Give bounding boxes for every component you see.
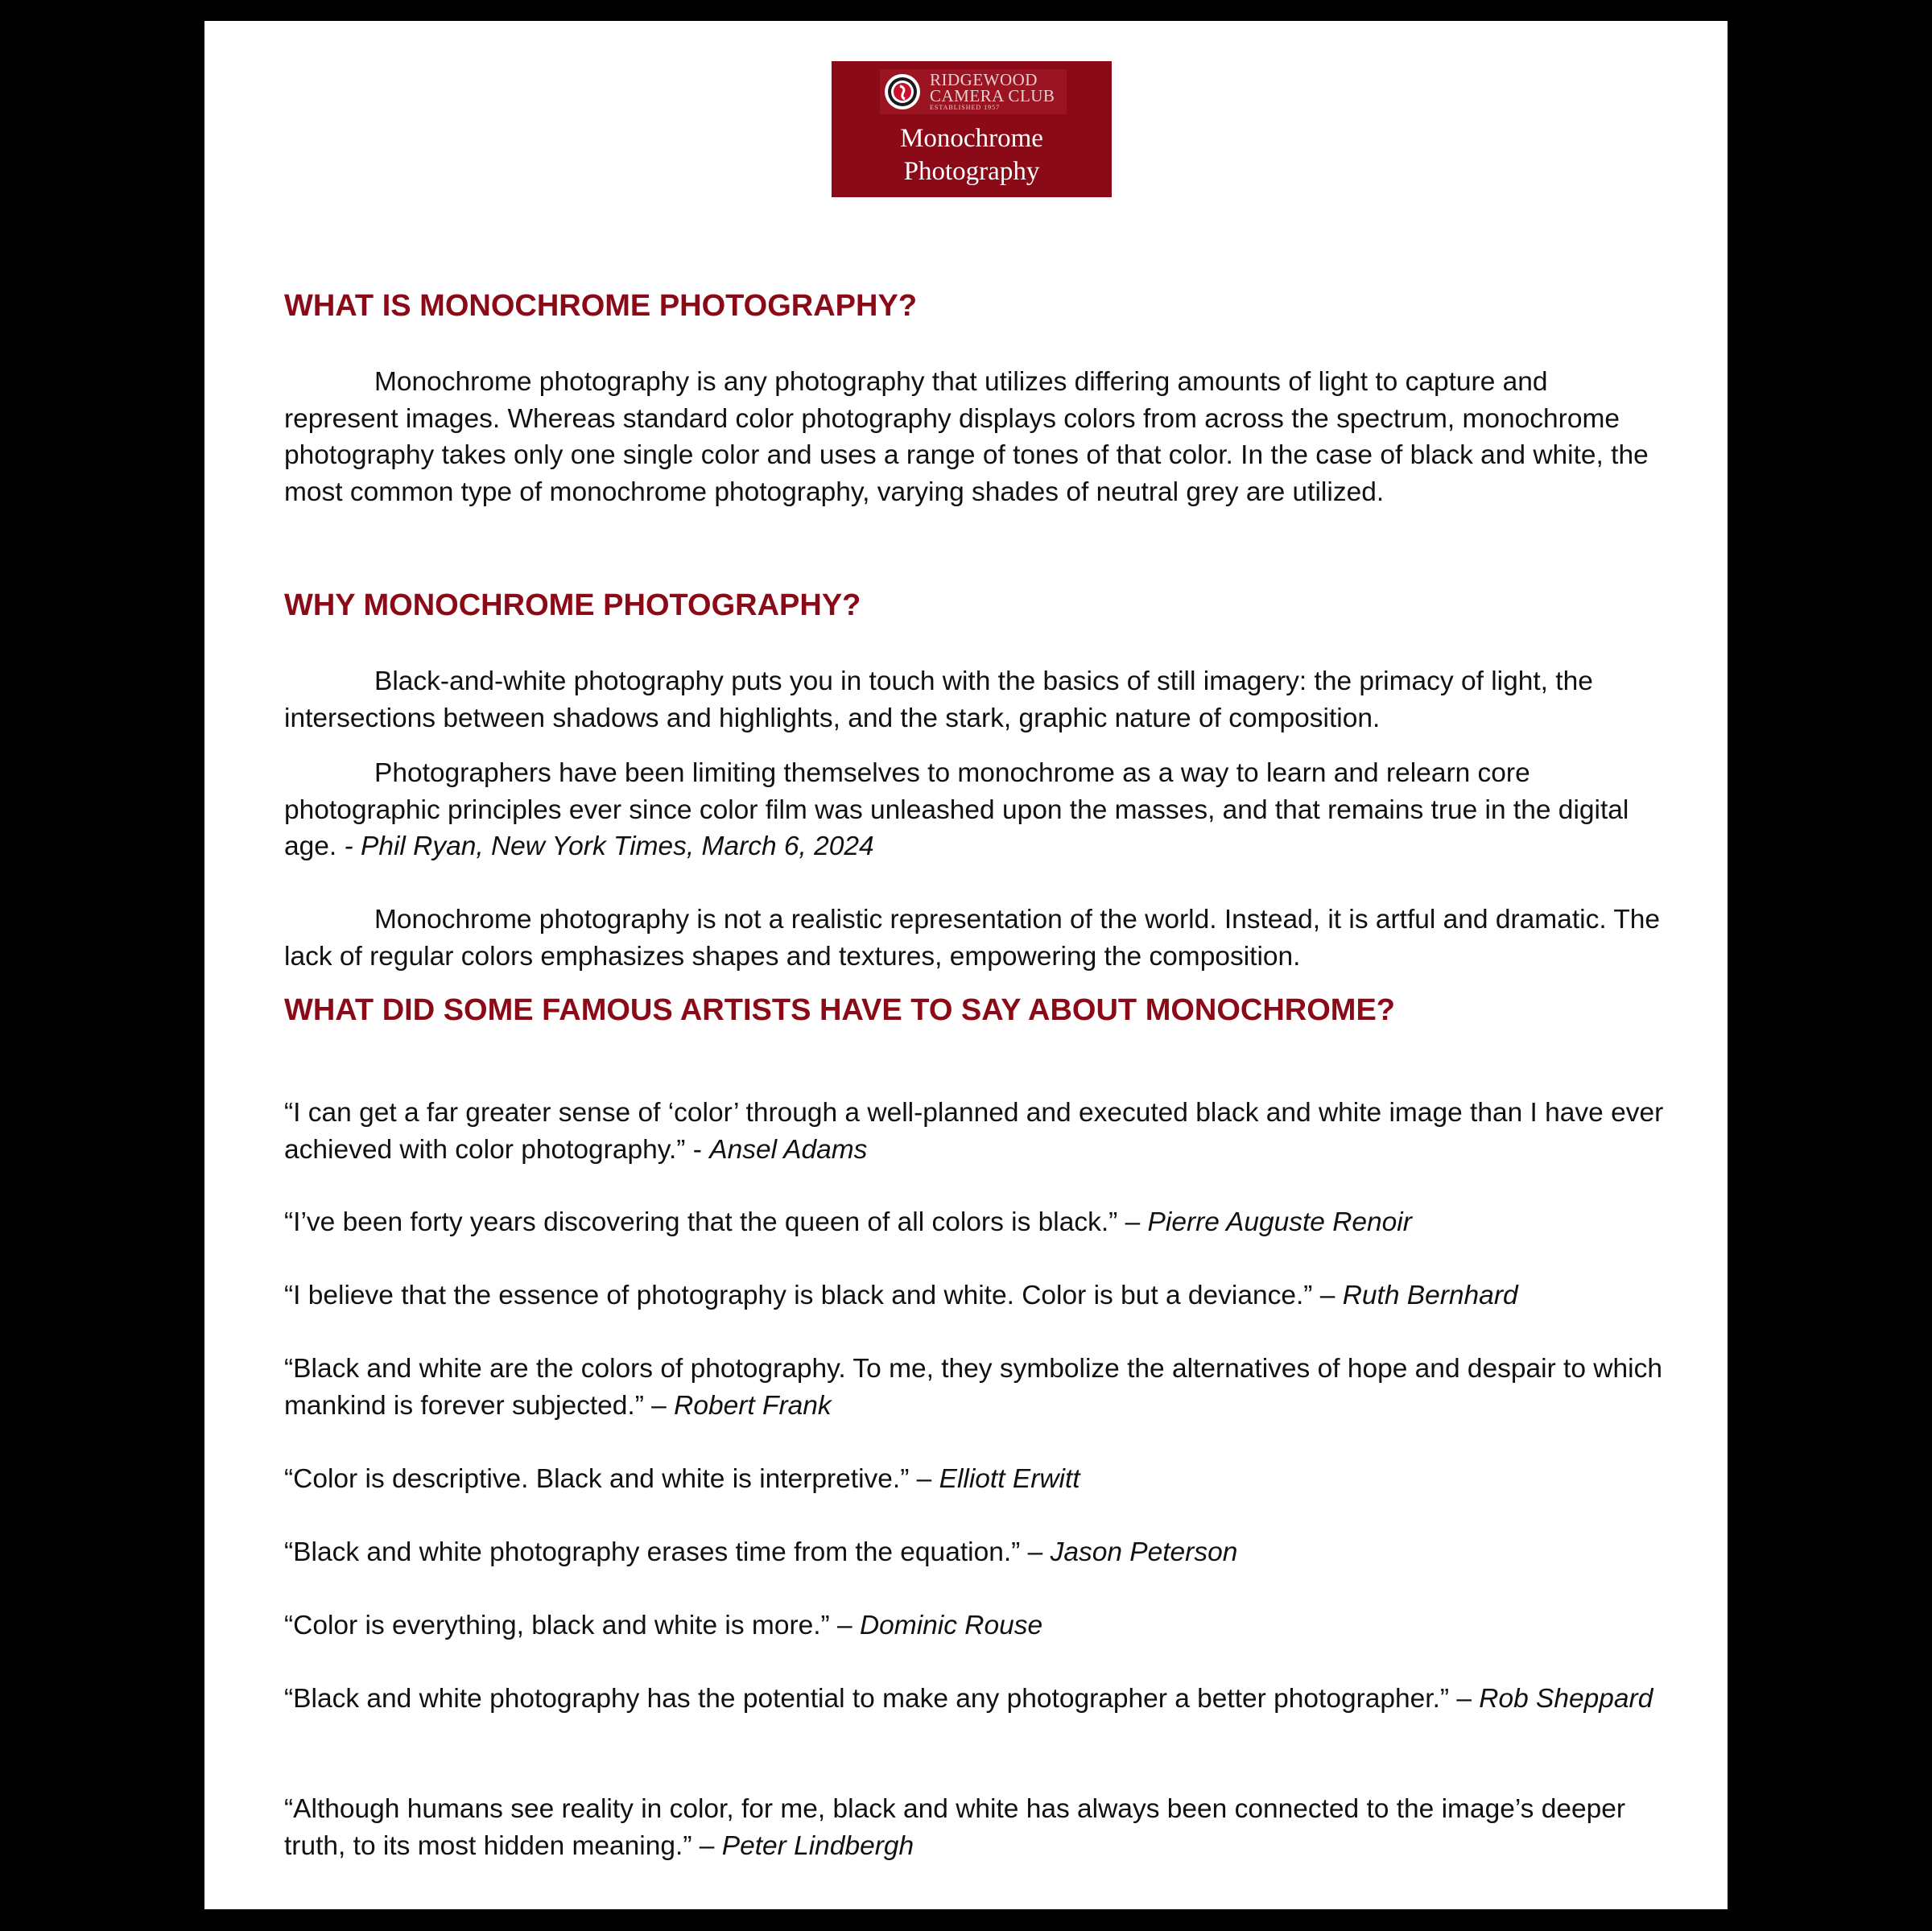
club-logo: [832, 61, 1112, 197]
quote-author: Peter Lindbergh: [721, 1830, 914, 1861]
paragraph-principles-text: Photographers have been limiting themselves to monochrome as a way to learn and relearn core photographic principles ever since color film was unleashed upon the masses, and that remains true in the digital age.: [284, 758, 1629, 861]
section-heading-what-is: WHAT IS MONOCHROME PHOTOGRAPHY?: [284, 289, 918, 323]
camera-club-emblem-icon: [883, 72, 922, 111]
quote-text: “Black and white photography erases time from the equation.”: [284, 1537, 1021, 1567]
quote-item: [284, 1681, 1665, 1718]
quote-text: “Black and white photography has the potential to make any photographer a better photographer.”: [284, 1684, 1450, 1714]
quote-item: [284, 1095, 1665, 1168]
quote-dash: –: [1312, 1281, 1343, 1310]
quote-dash: –: [829, 1611, 860, 1640]
quote-item: [284, 1277, 1665, 1314]
quote-text: “Color is everything, black and white is more.”: [284, 1611, 830, 1640]
logo-header-band: [880, 69, 1067, 114]
logo-club-line2: CAMERA CLUB: [930, 86, 1055, 105]
quote-text: “Black and white are the colors of photography. To me, they symbolize the alternatives of hope and despair to which mankind is forever subjected.”: [284, 1354, 1662, 1421]
quote-author: Ansel Adams: [709, 1134, 868, 1165]
quote-dash: –: [691, 1830, 722, 1861]
quote-author: Ruth Bernhard: [1342, 1281, 1518, 1310]
section-heading-famous-artists: WHAT DID SOME FAMOUS ARTISTS HAVE TO SAY ABOUT MONOCHROME?: [284, 993, 1396, 1027]
quote-author: Jason Peterson: [1050, 1537, 1238, 1567]
quote-text: “I can get a far greater sense of ‘color’ through a well-planned and executed black and white image than I have ever achieved with color photography.”: [284, 1098, 1664, 1165]
quote-text: “Color is descriptive. Black and white is interpretive.”: [284, 1464, 910, 1494]
quote-author: Elliott Erwitt: [939, 1464, 1080, 1494]
quote-text: “I’ve been forty years discovering that the queen of all colors is black.”: [284, 1207, 1118, 1237]
paragraph-definition: Monochrome photography is any photography that utilizes differing amounts of light to capture and represent images. Whereas standard color photography displays colors from across the spectrum, monochrome photography takes only one single color and uses a range of tones of that color. In the case of black and white, the most common type of monochrome photography, varying shades of neutral grey are utilized.: [284, 367, 1649, 507]
section-heading-why: WHY MONOCHROME PHOTOGRAPHY?: [284, 588, 861, 622]
quote-dash: –: [1020, 1537, 1051, 1567]
quote-item: [284, 1461, 1665, 1498]
quote-item: [284, 1204, 1665, 1241]
quote-item: [284, 1607, 1665, 1644]
logo-established: ESTABLISHED 1957: [930, 104, 1001, 111]
quote-dash: –: [643, 1390, 675, 1421]
paragraph-principles: [284, 755, 1665, 865]
quote-dash: -: [685, 1134, 710, 1165]
logo-title: [832, 122, 1112, 188]
logo-title-line2: Photography: [903, 157, 1040, 186]
quote-item: [284, 1351, 1665, 1424]
quote-author: Rob Sheppard: [1479, 1684, 1653, 1714]
quote-text: “Although humans see reality in color, for me, black and white has always been connected to the image’s deeper truth, to its most hidden meaning.”: [284, 1794, 1626, 1861]
paragraph-basics: Black-and-white photography puts you in touch with the basics of still imagery: the primacy of light, the intersections between shadows and highlights, and the stark, graphic nature of composition.: [284, 666, 1593, 733]
quote-text: “I believe that the essence of photography is black and white. Color is but a deviance.”: [284, 1281, 1313, 1310]
quote-author: Robert Frank: [674, 1390, 832, 1421]
quote-dash: –: [1449, 1684, 1480, 1714]
citation-phil-ryan: - Phil Ryan, New York Times, March 6, 2024: [344, 831, 874, 861]
quote-author: Pierre Auguste Renoir: [1147, 1207, 1412, 1237]
document-page: [204, 21, 1728, 1909]
quote-item: [284, 1534, 1665, 1571]
logo-club-line1: RIDGEWOOD: [930, 70, 1038, 89]
paragraph-artful: Monochrome photography is not a realistic representation of the world. Instead, it is artful and dramatic. The lack of regular colors emphasizes shapes and textures, empowering the composition.: [284, 905, 1661, 972]
quote-dash: –: [909, 1464, 939, 1494]
logo-club-name: [930, 72, 1055, 104]
quote-dash: –: [1117, 1207, 1148, 1237]
logo-title-line1: Monochrome: [900, 124, 1043, 153]
quote-author: Dominic Rouse: [859, 1611, 1043, 1640]
quote-item: [284, 1791, 1665, 1864]
